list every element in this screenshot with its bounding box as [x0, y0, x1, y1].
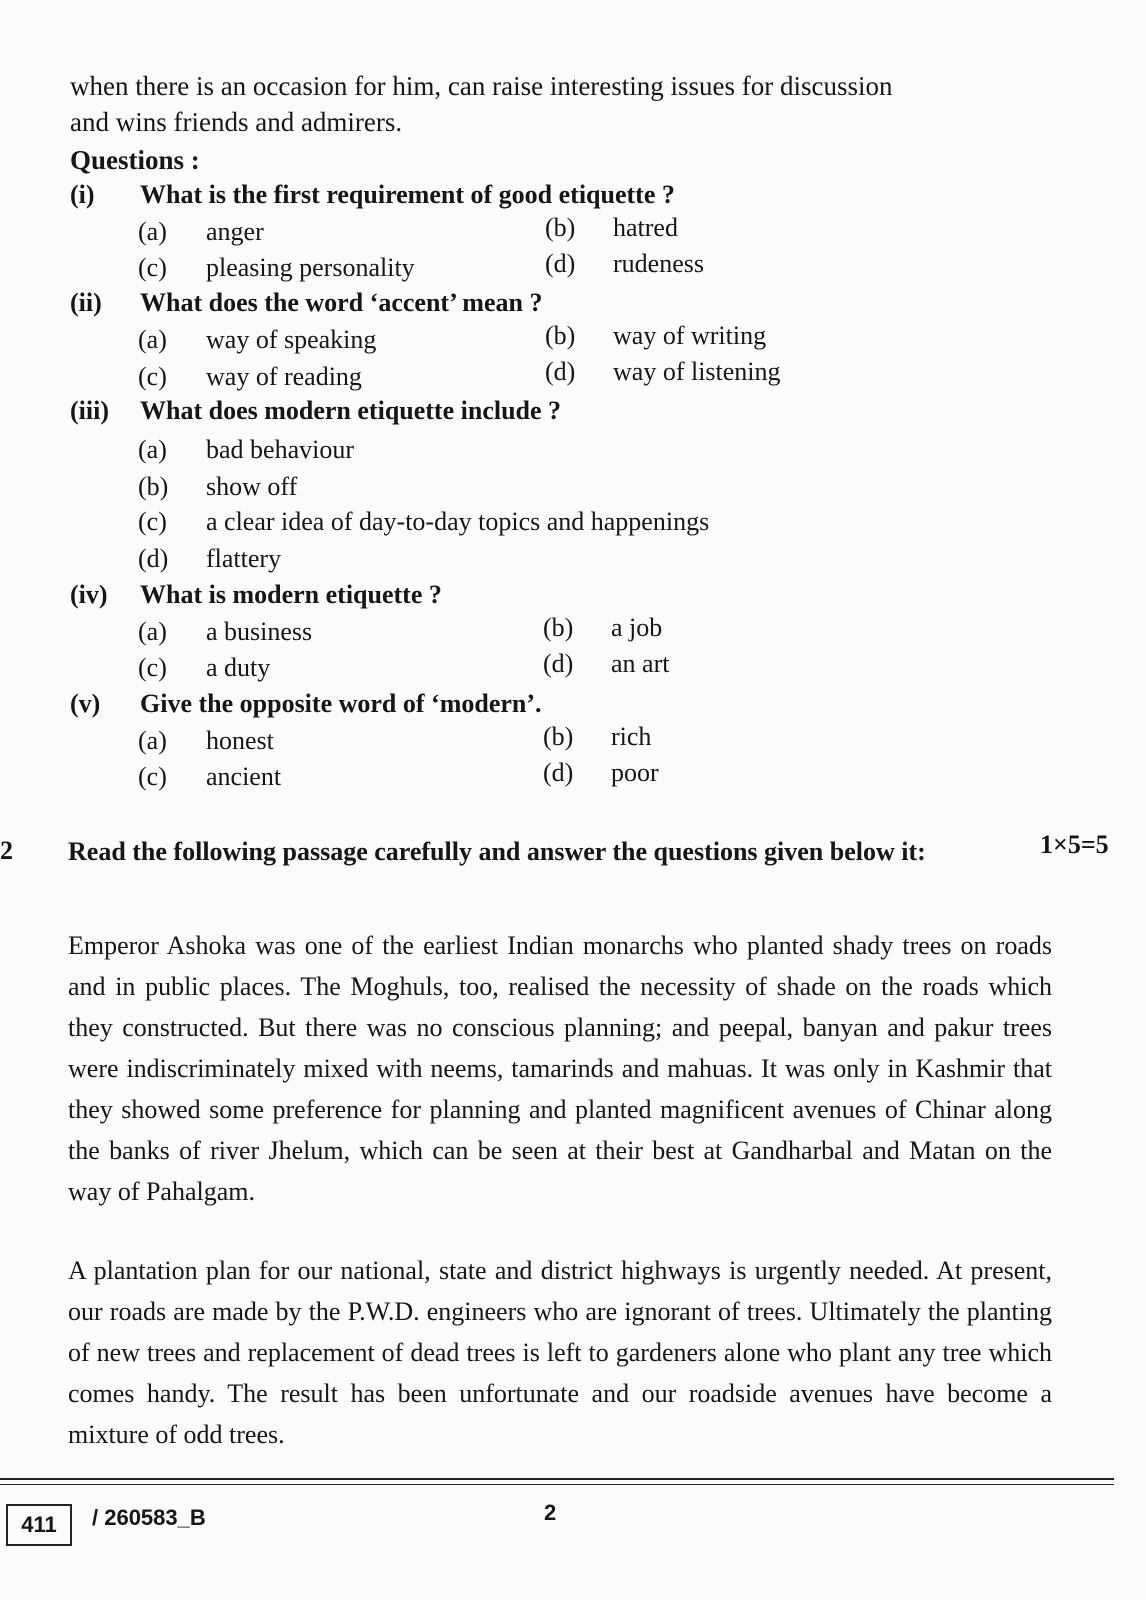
- option-2b: [545, 321, 766, 351]
- option-text: an art: [611, 649, 670, 678]
- question-number: (i): [70, 180, 95, 209]
- option-label: (c): [138, 253, 167, 282]
- option-label: (a): [138, 217, 167, 246]
- question-number: (iii): [70, 396, 109, 425]
- option-text: anger: [206, 217, 264, 246]
- option-5b: [543, 722, 651, 752]
- option-label: (c): [138, 762, 167, 791]
- option-text: a job: [611, 613, 663, 642]
- option-label: (b): [138, 472, 169, 501]
- option-label: (d): [138, 544, 169, 573]
- option-label: (b): [543, 613, 574, 642]
- option-3b: [138, 472, 297, 502]
- intro-line-1: when there is an occasion for him, can raise interesting issues for discussion: [70, 71, 893, 101]
- intro-line-2: and wins friends and admirers.: [70, 107, 403, 137]
- option-4b: [543, 613, 662, 643]
- question-3: [70, 396, 561, 426]
- intro-text: [70, 68, 1060, 140]
- section-instruction: Read the following passage carefully and answer the questions given below it:: [68, 837, 926, 866]
- option-text: way of listening: [613, 357, 781, 386]
- section-marks: 1×5=5: [1040, 830, 1109, 859]
- question-2: [70, 288, 542, 318]
- passage-paragraph-1: Emperor Ashoka was one of the earliest Indian monarchs who planted shady trees on roads and in public places. The Moghuls, too, realised the necessity of shade on the roads which they constructed. But there was no conscious planning; and peepal, banyan and pakur trees were indiscriminately mixed with neems, tamarinds and mahuas. It was only in Kashmir that they showed some preference for planning and planted magnificent avenues of Chinar along the banks of river Jhelum, which can be seen at their best at Gandharbal and Matan on the way of Pahalgam.: [68, 931, 1052, 1206]
- option-text: rich: [611, 722, 652, 751]
- question-text: Give the opposite word of ‘modern’.: [140, 689, 542, 718]
- option-label: (a): [138, 435, 167, 464]
- option-2a: [138, 325, 376, 355]
- option-text: poor: [611, 758, 659, 787]
- question-text: What does modern etiquette include ?: [140, 396, 562, 425]
- section-number: 2: [0, 836, 13, 865]
- passage-paragraph-2: A plantation plan for our national, state and district highways is urgently needed. At present, our roads are made by the P.W.D. engineers who are ignorant of trees. Ultimately the planting of new trees and replacement of dead trees is left to gardeners alone who plant any tree which comes handy. The result has been unfortunate and our roadside avenues have become a mixture of odd trees.: [68, 1256, 1052, 1449]
- questions-heading: Questions :: [70, 145, 200, 175]
- option-1c: [138, 253, 415, 283]
- question-1: [70, 180, 675, 210]
- option-4d: [543, 649, 669, 679]
- option-label: (b): [543, 722, 574, 751]
- option-2c: [138, 362, 362, 392]
- option-text: flattery: [206, 544, 282, 573]
- option-label: (b): [545, 321, 576, 350]
- option-3a: [138, 435, 354, 465]
- question-4: [70, 580, 442, 610]
- option-text: a duty: [206, 653, 271, 682]
- option-label: (d): [543, 758, 574, 787]
- option-label: (a): [138, 325, 167, 354]
- option-label: (d): [545, 357, 576, 386]
- option-4a: [138, 617, 312, 647]
- option-2d: [545, 357, 781, 387]
- footer-rule-thin: [0, 1484, 1114, 1485]
- option-label: (a): [138, 726, 167, 755]
- question-text: What does the word ‘accent’ mean ?: [140, 288, 543, 317]
- option-text: a clear idea of day-to-day topics and happenings: [206, 507, 710, 536]
- option-label: (d): [545, 249, 576, 278]
- option-label: (c): [138, 362, 167, 391]
- question-text: What is modern etiquette ?: [140, 580, 442, 609]
- option-text: a business: [206, 617, 313, 646]
- option-3d: [138, 544, 281, 574]
- option-label: (d): [543, 649, 574, 678]
- option-text: way of writing: [613, 321, 767, 350]
- question-number: (v): [70, 689, 101, 718]
- option-text: honest: [206, 726, 274, 755]
- option-label: (b): [545, 213, 576, 242]
- option-text: way of speaking: [206, 325, 377, 354]
- option-3c: [138, 507, 709, 537]
- option-1d: [545, 249, 704, 279]
- question-5: [70, 689, 542, 719]
- question-text: What is the first requirement of good etiquette ?: [140, 180, 675, 209]
- option-text: ancient: [206, 762, 282, 791]
- option-text: pleasing personality: [206, 253, 415, 282]
- option-text: bad behaviour: [206, 435, 355, 464]
- footer-paper-code: / 260583_B: [92, 1505, 206, 1530]
- option-5d: [543, 758, 659, 788]
- option-label: (a): [138, 617, 167, 646]
- question-number: (ii): [70, 288, 102, 317]
- option-1b: [545, 213, 678, 243]
- footer-code-box: 411: [6, 1504, 72, 1546]
- option-1a: [138, 217, 264, 247]
- footer-rule: [0, 1478, 1114, 1480]
- option-text: rudeness: [613, 249, 704, 278]
- footer-page-number: 2: [544, 1500, 557, 1525]
- option-text: show off: [206, 472, 298, 501]
- question-number: (iv): [70, 580, 108, 609]
- option-5a: [138, 726, 274, 756]
- option-text: hatred: [613, 213, 678, 242]
- option-text: way of reading: [206, 362, 362, 391]
- option-label: (c): [138, 507, 167, 536]
- option-5c: [138, 762, 281, 792]
- option-4c: [138, 653, 270, 683]
- option-label: (c): [138, 653, 167, 682]
